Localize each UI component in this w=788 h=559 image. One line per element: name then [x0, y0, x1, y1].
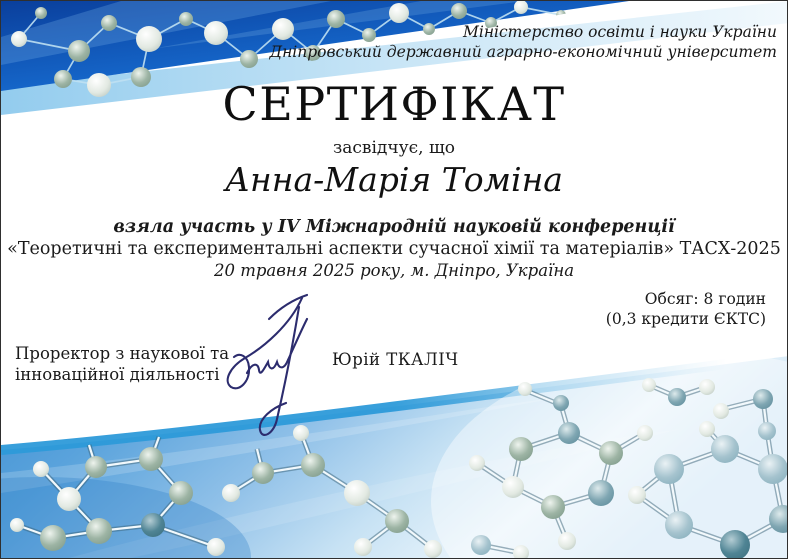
conference-title-line: «Теоретичні та експериментальні аспекти сучасної хімії та матеріалів» ТАСХ-2025	[7, 239, 781, 259]
workload-block	[606, 290, 766, 329]
workload-hours: Обсяг: 8 годин	[644, 290, 766, 308]
recipient-name: Анна-Марія Томіна	[225, 160, 563, 199]
issuer-header	[270, 22, 778, 62]
certificate-body	[1, 217, 787, 281]
signer-name: Юрій ТКАЛІЧ	[332, 350, 459, 369]
signer-position-line1: Проректор з наукової та	[15, 344, 230, 363]
workload-credits: (0,3 кредити ЄКТС)	[605, 309, 766, 328]
ministry-line: Міністерство освіти і науки України	[463, 23, 777, 41]
certifies-label: засвідчує, що	[332, 138, 455, 158]
signer-position	[15, 343, 229, 385]
university-line: Дніпровський державний аграрно-економічний університет	[269, 43, 777, 61]
signer-position-line2: інноваційної діяльності	[15, 365, 220, 384]
date-place-line: 20 травня 2025 року, м. Дніпро, Україна	[213, 261, 575, 280]
participation-line: взяла участь у IV Міжнародній науковій конференції	[113, 217, 675, 237]
certificate-title: СЕРТИФІКАТ	[222, 77, 566, 131]
